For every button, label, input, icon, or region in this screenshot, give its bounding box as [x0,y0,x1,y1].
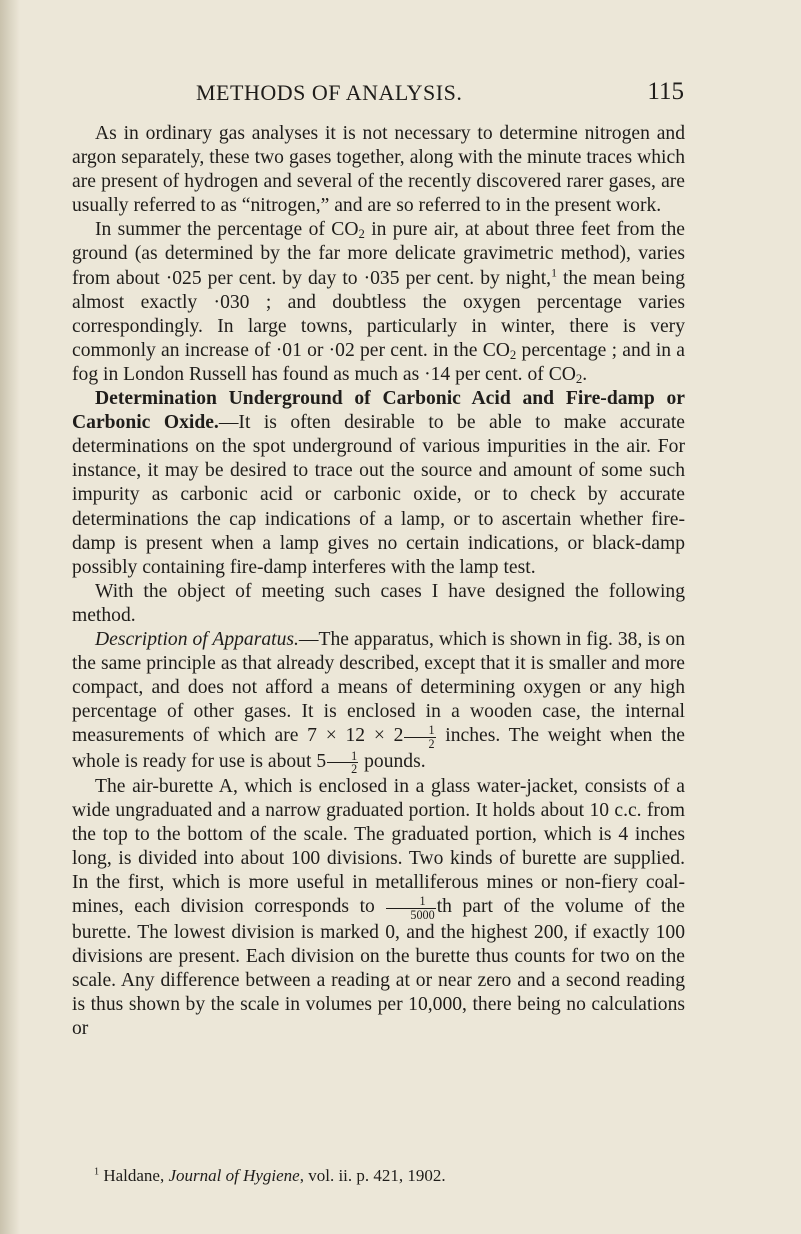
paragraph-description-apparatus: Description of Apparatus.—The apparatus, which is shown in fig. 38, is on the same principle as that already described, except that it is smaller and more compact, and does not afford a means of determining oxygen or any high percentage of other gases. It is enclosed in a wooden case, the internal measurements of which are 7 × 12 × 2 $\frac{1}{2}$ inches. The weight when the whole is ready for use is about 5 $\frac{1}{2}$ pounds. [72,628,685,776]
fraction: $\frac{1}{2}$ [327,750,358,775]
paragraph-nitrogen: As in ordinary gas analyses it is not necessary to determine nitrogen and argon separately, these two gases together, along with the minute traces which are present of hydrogen and several of the recently discovered rarer gases, are usually referred to as “nitrogen,” and are so referred to in the present work. [72,123,685,217]
journal-title: Journal of Hygiene [168,1166,300,1185]
section-subheading: Description of Apparatus. [95,628,299,650]
paragraph-co2-percentage: In summer the percentage of $CO_2$ in pure air, at about three feet from the ground (as determined by the far more delicate gravimetric method), varies from about ·025 per cent. by day to ·035 per cent. by night,$^1$ the mean being almost exactly ·030 ; and doubtless the oxygen percentage varies correspondingly. In large towns, particularly in winter, there is very commonly an increase of ·01 or ·02 per cent. in the $CO_2$ percentage ; and in a fog in London Russell has found as much as ·14 per cent. of $CO_2$. [72,219,685,387]
section-heading: Determination Underground of Carbonic Acid and Fire-damp or Carbonic Oxide. [72,388,685,434]
paragraph-determination-underground: Determination Underground of Carbonic Acid and Fire-damp or Carbonic Oxide.—It is often desirable to be able to make accurate determinations on the spot underground of various impurities in the air. For instance, it may be desired to trace out the source and amount of some such impurity as carbonic acid or carbonic oxide, or to check by accurate determinations the cap indications of a lamp, or to ascertain whether fire-damp is present when a lamp gives no certain indications, or black-damp possibly containing fire-damp interferes with the lamp test. [72,388,685,578]
paragraph-air-burette: The air-burette A, which is enclosed in a glass water-jacket, consists of a wide ungraduated and a narrow graduated portion. It holds about 10 c.c. from the top to the bottom of the scale. The graduated portion, which is 4 inches long, is divided into about 100 divisions. Two kinds of burette are supplied. In the first, which is more useful in metalliferous mines or non-fiery coal-mines, each division corresponds to $\frac{1}{5000}$ th part of the volume of the burette. The lowest division is marked 0, and the highest 200, if exactly 100 divisions are present. Each division on the burette thus counts for two on the scale. Any difference between a reading at or near zero and a second reading is thus shown by the scale in volumes per 10,000, there being no calculations or [72,775,685,1040]
page-number: 115 [647,78,684,105]
page-binding-shadow [0,0,20,1234]
body-text [72,122,685,1041]
fraction: $\frac{1}{5000}$ [386,895,435,920]
running-title: METHODS OF ANALYSIS. [196,80,463,105]
footnote: $^1$ Haldane, Journal of Hygiene, vol. ii. p. 421, 1902. [94,1166,446,1185]
subscript: 2 [358,227,365,242]
paragraph-object: With the object of meeting such cases I have designed the following method. [72,580,685,626]
footnote-marker: 1 [94,1166,100,1178]
footnote-reference: 1 [551,266,557,280]
subscript: 2 [509,348,517,363]
fraction: $\frac{1}{2}$ [404,724,435,749]
page-header [196,80,684,110]
subscript: 2 [575,372,583,387]
